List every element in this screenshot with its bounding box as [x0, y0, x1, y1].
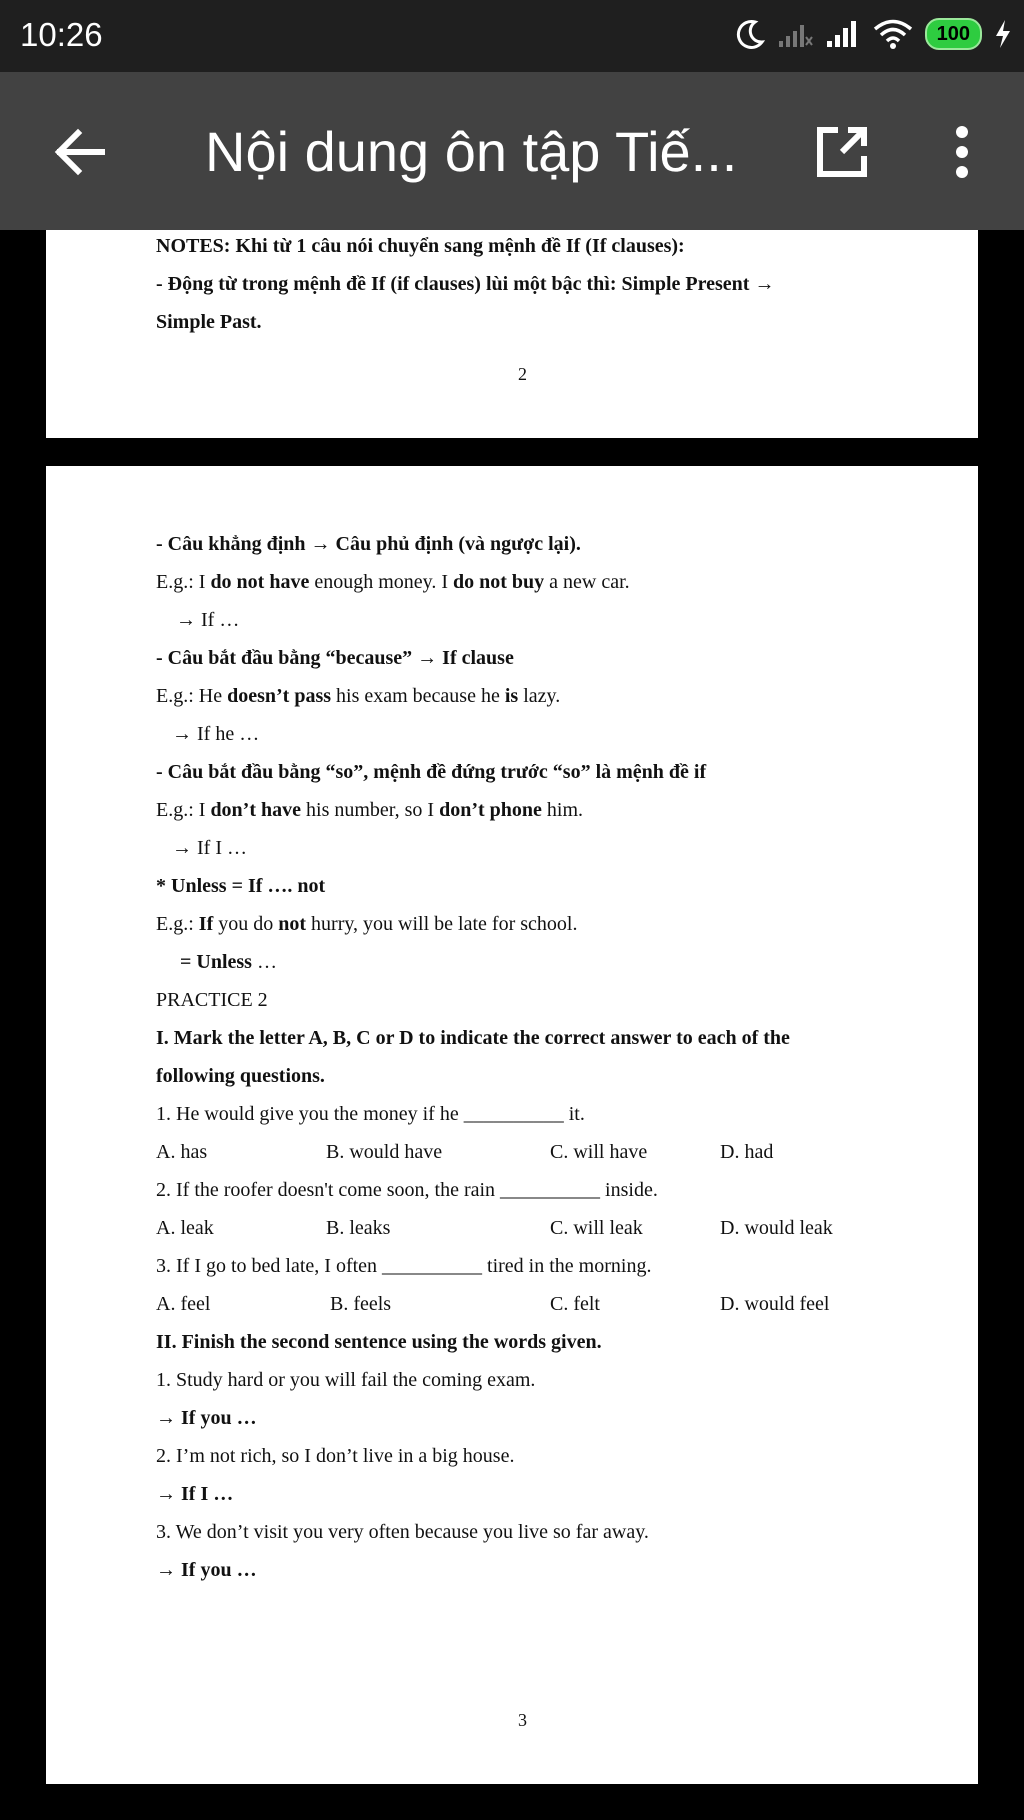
answer-option: C. felt: [550, 1293, 600, 1315]
signal-icon: [777, 19, 813, 49]
app-bar: [0, 72, 1024, 230]
back-arrow-icon[interactable]: [50, 122, 110, 182]
answer-option: C. will have: [550, 1141, 648, 1163]
rule-text: - Câu bắt đầu bằng “so”, mệnh đề đứng trước “so” là mệnh đề if: [156, 761, 707, 783]
example-arrow: → If …: [176, 609, 240, 631]
notes-heading: NOTES: Khi từ 1 câu nói chuyển sang mệnh đề If (If clauses):: [156, 235, 685, 257]
signal-icon: [825, 19, 861, 49]
practice-title: PRACTICE 2: [156, 989, 268, 1011]
rewrite-sentence: 3. We don’t visit you very often because you live so far away.: [156, 1521, 649, 1543]
page-number: 2: [518, 364, 527, 384]
answer-option: A. feel: [156, 1293, 211, 1315]
more-options-icon[interactable]: [942, 120, 982, 184]
section-title: I. Mark the letter A, B, C or D to indicate the correct answer to each of the: [156, 1027, 790, 1049]
rewrite-answer: → If you …: [156, 1559, 257, 1581]
example-equals: = Unless …: [180, 951, 277, 973]
example-arrow: → If he …: [172, 723, 260, 745]
document-title: Nội dung ôn tập Tiế...: [205, 120, 738, 183]
answer-option: B. leaks: [326, 1217, 391, 1239]
example-sentence: E.g.: I do not have enough money. I do not buy a new car.: [156, 571, 630, 593]
answer-option: C. will leak: [550, 1217, 643, 1239]
answer-option: B. would have: [326, 1141, 443, 1163]
question: 2. If the roofer doesn't come soon, the rain __________ inside.: [156, 1179, 658, 1201]
answer-option: D. had: [720, 1141, 774, 1163]
rewrite-answer: → If I …: [156, 1483, 234, 1505]
page-number: 3: [518, 1710, 527, 1730]
answer-option: B. feels: [330, 1293, 392, 1315]
unless-rule: * Unless = If …. not: [156, 875, 326, 897]
rule-text: - Câu khẳng định → Câu phủ định (và ngược lại).: [156, 533, 581, 555]
rewrite-sentence: 1. Study hard or you will fail the coming exam.: [156, 1369, 536, 1391]
rule-text: - Câu bắt đầu bằng “because” → If clause: [156, 647, 514, 669]
example-sentence: E.g.: He doesn’t pass his exam because he is lazy.: [156, 685, 561, 707]
answer-option: A. leak: [156, 1217, 214, 1239]
wifi-icon: [873, 18, 913, 50]
document-page-2: [46, 230, 978, 438]
answer-option: A. has: [156, 1141, 208, 1163]
answer-option: D. would leak: [720, 1217, 833, 1239]
moon-icon: [735, 18, 765, 50]
charging-icon: [994, 19, 1012, 49]
status-time: 10:26: [20, 16, 103, 53]
document-page-3: [46, 466, 978, 1784]
status-bar: [0, 0, 1024, 72]
status-icons: [735, 18, 1012, 50]
question: 1. He would give you the money if he __________ it.: [156, 1103, 585, 1125]
rule-text: - Động từ trong mệnh đề If (if clauses) lùi một bậc thì: Simple Present →: [156, 273, 775, 295]
rewrite-answer: → If you …: [156, 1407, 257, 1429]
open-external-icon[interactable]: [812, 122, 872, 182]
rule-text: Simple Past.: [156, 311, 262, 333]
example-sentence: E.g.: I don’t have his number, so I don’t phone him.: [156, 799, 584, 821]
section-title: II. Finish the second sentence using the words given.: [156, 1331, 602, 1353]
example-sentence: E.g.: If you do not hurry, you will be late for school.: [156, 913, 578, 935]
example-arrow: → If I …: [172, 837, 247, 859]
question: 3. If I go to bed late, I often __________ tired in the morning.: [156, 1255, 652, 1277]
section-title: following questions.: [156, 1065, 325, 1087]
battery-icon: 100: [925, 18, 982, 50]
rewrite-sentence: 2. I’m not rich, so I don’t live in a big house.: [156, 1445, 515, 1467]
answer-option: D. would feel: [720, 1293, 830, 1315]
